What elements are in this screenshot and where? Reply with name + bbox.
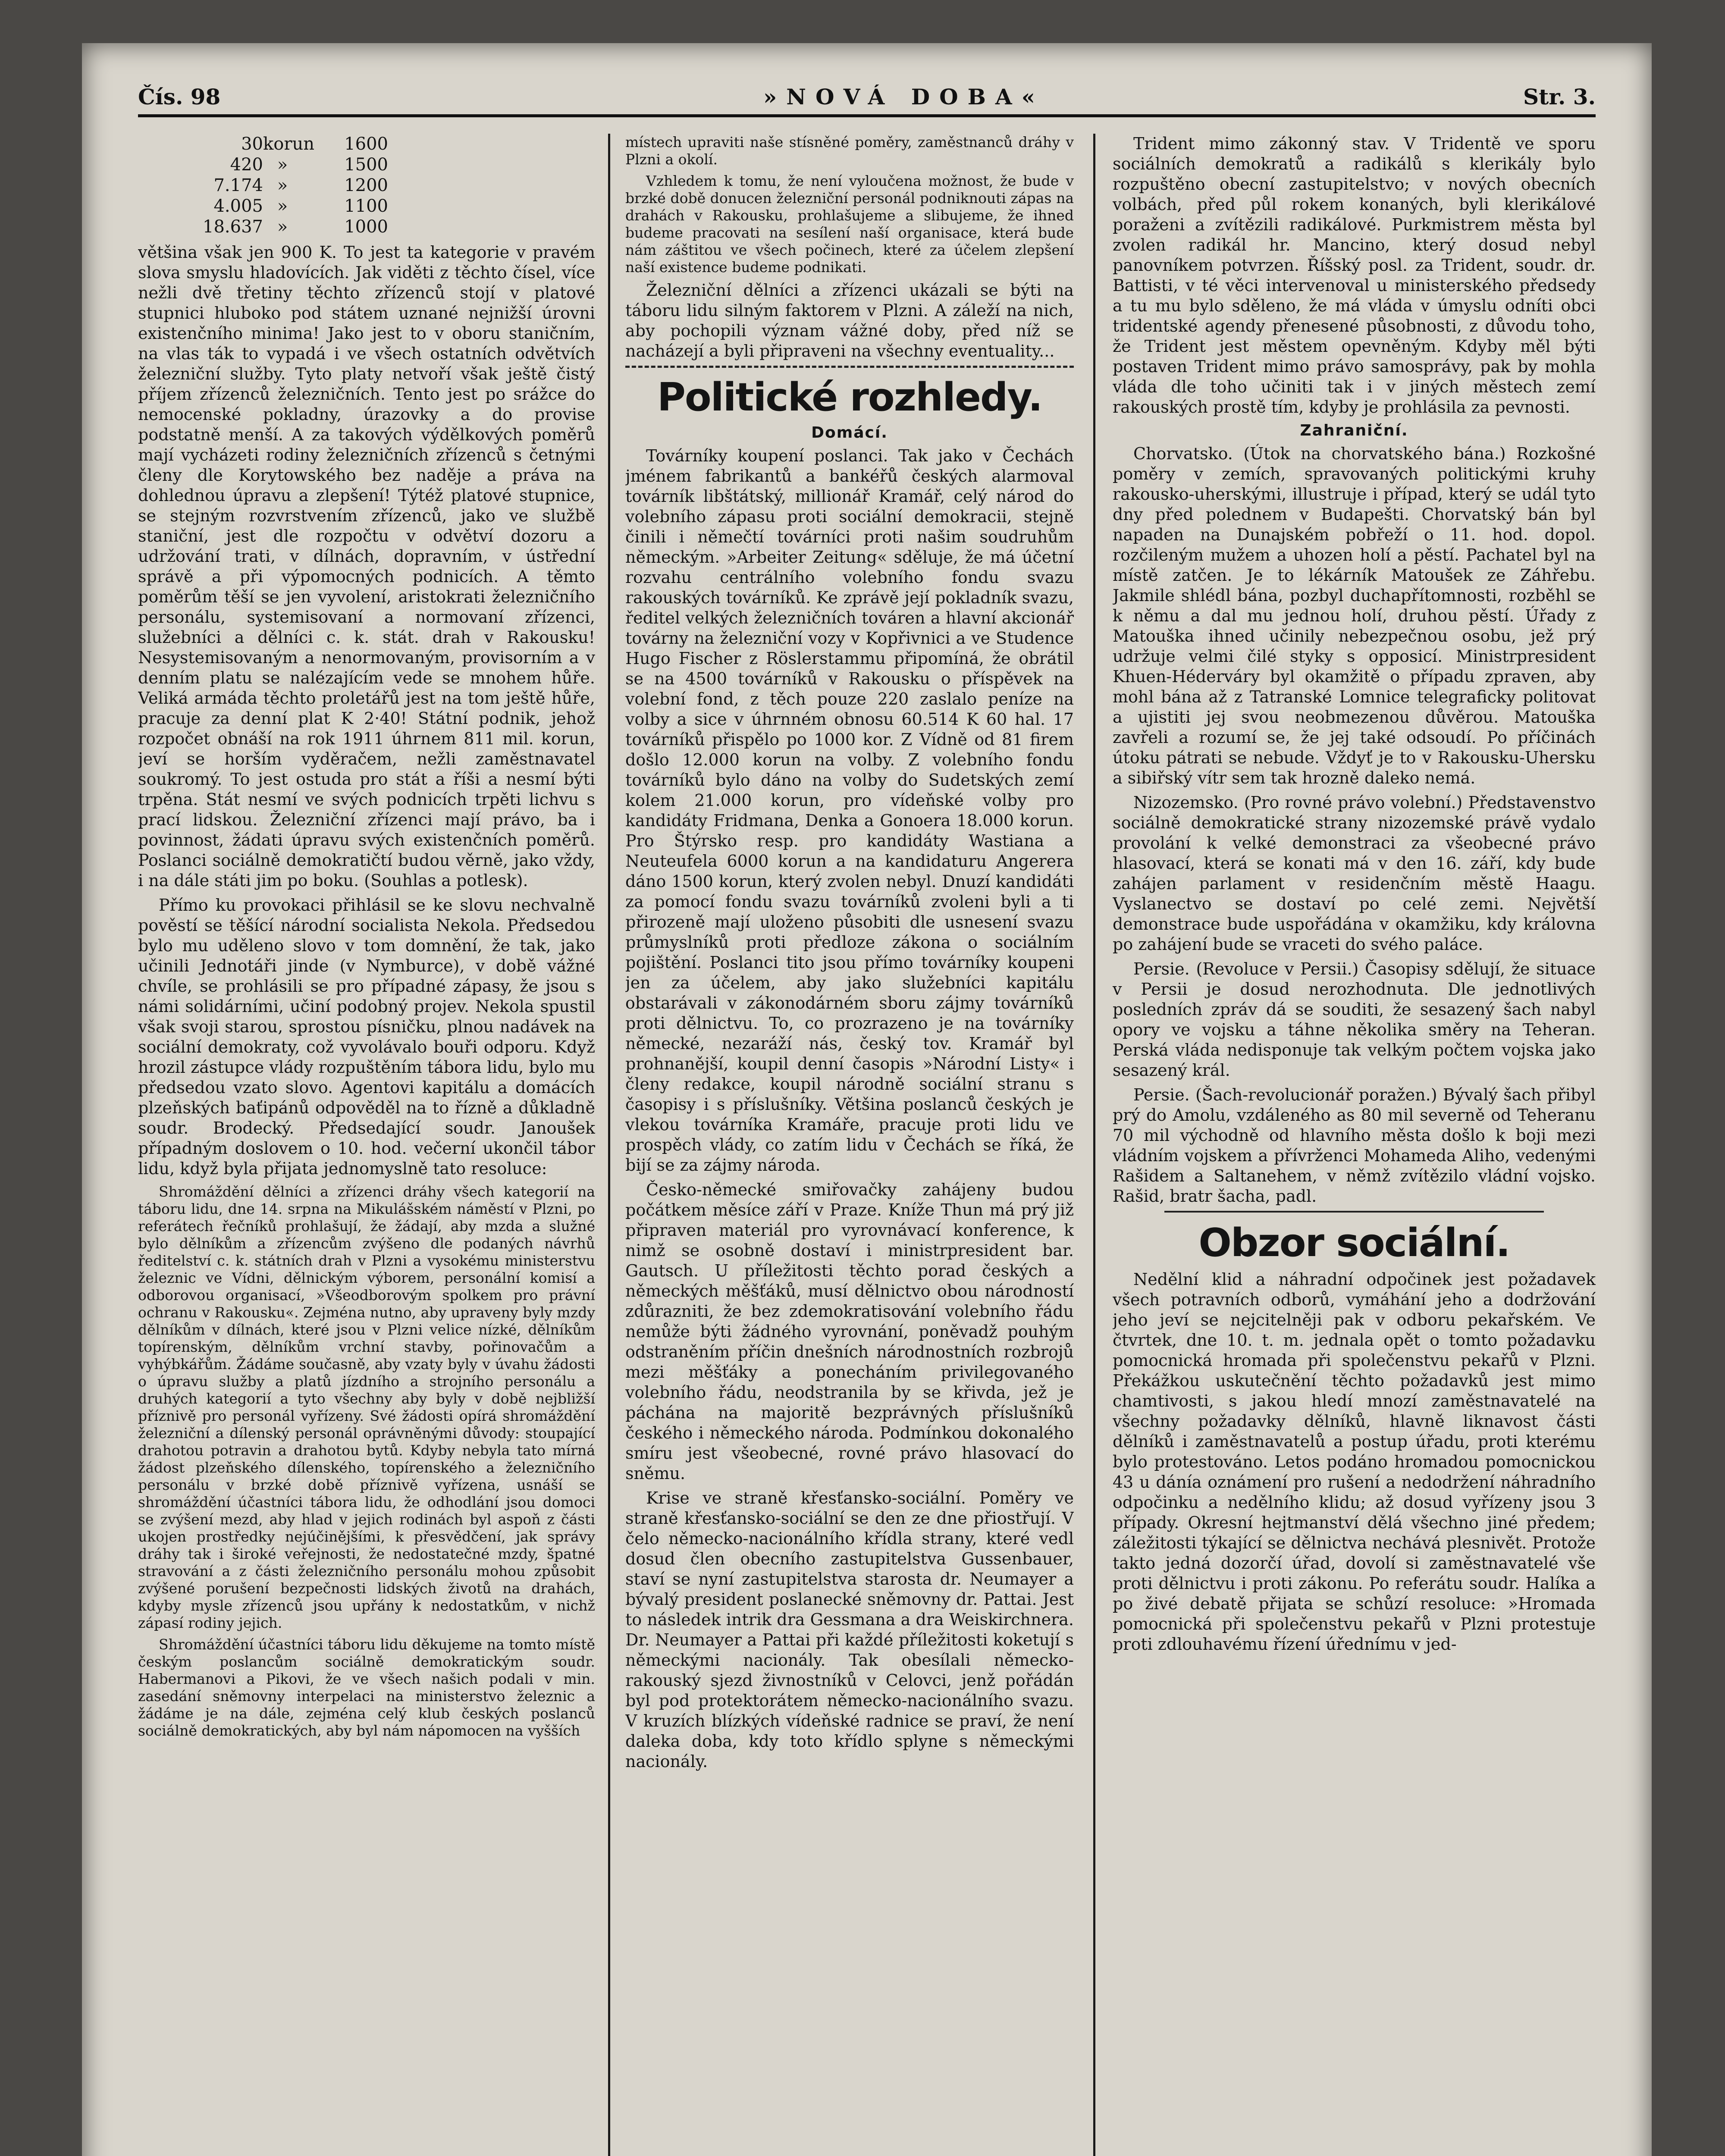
salary-value: 1000: [344, 217, 388, 237]
salary-row: [164, 216, 595, 237]
salary-count: 420: [230, 155, 263, 175]
salary-count: 7.174: [213, 175, 263, 195]
subsection-heading: Zahraniční.: [1300, 422, 1408, 439]
salary-unit: »: [277, 175, 288, 195]
section-heading: Politické rozhledy.: [657, 375, 1042, 420]
newspaper-title: »NOVÁ DOBA«: [763, 84, 1044, 110]
salary-count: 30: [241, 134, 263, 154]
salary-table: [164, 134, 595, 237]
resolution-paragraph: místech upraviti naše stísněné poměry, zaměstnanců dráhy v Plzni a okolí.: [625, 134, 1074, 168]
article-paragraph: Česko-německé smiřovačky zahájeny budou počátkem měsíce září v Praze. Kníže Thun má prý již připraven materiál pro vyrovnávací konference, k nimž se osobně dostaví i ministrpresident bar. Gautsch. U příležitosti těchto porad českých a německých měšťáků, musí dělnictvo obou národností zdůrazniti, že bez zdemokratisování volebního řádu nemůže býti žádného vyrovnání, poněvadž pouhým odstraněním příčin dnešních národnostních rozbrojů mezi měšťáky a ponecháním privilegovaného volebního řádu, neodstranila by se křivda, jež je páchána na majoritě bezprávných příslušníků českého i německého národa. Podmínkou dokonalého smíru jest všeobecné, rovné právo hlasovací do sněmu.: [625, 1180, 1074, 1483]
salary-row: [164, 134, 595, 154]
article-paragraph: Železniční dělníci a zřízenci ukázali se býti na táboru lidu silným faktorem v Plzni. A záleží na nich, aby pochopili význam vážné doby, před níž se nacházejí a byli připraveni na všechny eventuality...: [625, 281, 1074, 360]
section-heading: Obzor sociální.: [1198, 1220, 1510, 1266]
article-paragraph: Nizozemsko. (Pro rovné právo volební.) Představenstvo sociálně demokratické strany nizozemské právě vydalo provolání k velké demonstraci za všeobecné právo hlasovací, která se konati má v den 16. září, kdy bude zahájen parlament v residenčním městě Haagu. Vyslanectvo se dostaví po celé zemi. Největší demonstrace bude uspořádána v okamžiku, kdy královna po zahájení bude se vraceti do svého paláce.: [1113, 793, 1596, 954]
salary-unit: »: [277, 196, 288, 216]
section-divider: [1164, 1211, 1544, 1213]
salary-value: 1600: [344, 134, 388, 154]
article-paragraph: Trident mimo zákonný stav. V Tridentě ve sporu sociálních demokratů a radikálů s klerikály bylo rozpuštěno obecní zastupitelstvo; v nových obecních volbách, před půl rokem konaných, byli klerikálové poraženi a zvítězili radikálové. Purkmistrem města byl zvolen radikál hr. Mancino, který dosud nebyl panovníkem potvrzen. Říšský posl. za Trident, soudr. dr. Battisti, v té věci intervenoval u ministerského předsedy a tu mu bylo sděleno, že má vláda v úmyslu odníti obci tridentské agendy přenesené působnosti, z důvodu toho, že Trident jest městem opevněným. Kdyby měl býti postaven Trident mimo právo samosprávy, pak by mohla vláda dle toho učiniti tak i v jiných městech zemí rakouských prostě tím, kdyby je prohlásila za pevnosti.: [1113, 134, 1596, 417]
resolution-paragraph: Shromáždění účastníci táboru lidu děkujeme na tomto místě českým poslancům sociálně demokratickým soudr. Habermanovi a Pikovi, že ve všech našich podali v min. zasedání sněmovny interpelaci na ministerstvo železnic a žádáme je na dále, zejména celý klub českých poslanců sociálně demokratických, aby byl nám nápomocen na vyšších: [138, 1636, 595, 1739]
subsection-heading: Domácí.: [811, 424, 888, 442]
salary-unit: »: [277, 155, 288, 175]
issue-number: Čís. 98: [138, 84, 221, 110]
column-2: [625, 134, 1074, 2156]
salary-value: 1100: [344, 196, 388, 216]
newspaper-page: [82, 43, 1652, 2156]
article-paragraph: Chorvatsko. (Útok na chorvatského bána.) Rozkošné poměry v zemích, spravovaných politickými kruhy rakousko-uherskými, illustruje i případ, který se udál tyto dny před polednem v Budapešti. Chorvatský bán byl napaden na Dunajském pobřeží o 11. hod. dopol. rozčileným mužem a uhozen holí a pěstí. Pachatel byl na místě zatčen. Je to lékárník Matoušek ze Záhřebu. Jakmile shlédl bána, pozbyl duchapřítomnosti, rozběhl se k němu a dal mu jednou holí, druhou pěstí. Úřady z Matouška ihned učinily nebezpečnou osobu, jež prý udržuje velmi čilé styky s opposicí. Ministrpresident Khuen-Héderváry byl okamžitě o případu zpraven, aby mohl bána až z Tatranské Lomnice telegraficky politovat a ujistiti jej svou neobmezenou důvěrou. Matouška zavřeli a rozumí se, že jej také odsoudí. Po příčinách útoku pátrati se nebude. Vždyť je to v Rakousku-Uhersku a sibiřský vítr sem tak hrozně daleko nemá.: [1113, 444, 1596, 787]
column-rule: [608, 134, 610, 2156]
salary-unit: »: [277, 217, 288, 237]
article-paragraph: většina však jen 900 K. To jest ta kategorie v pravém slova smyslu hladovících. Jak viděti z těchto čísel, více nežli dvě třetiny těchto zřízenců stojí v platové stupnici hluboko pod státem uznané nejnižší úrovni existenčního minima! Jako jest to v oboru staničním, na vlas ták to vypadá i ve všech ostatních odvětvích železniční služby. Tyto platy netvoří však ještě čistý příjem zřízenců železničních. Tento jest po srážce do nemocenské pokladny, úrazovky a do provise podstatně menší. A za takových výdělkových poměrů mají vycházeti rodiny železničních zřízenců s četnými členy dle Korytowského bez naděje a práva na dohlednou úpravu a zlepšení! Týtéž platové stupnice, se stejným rozvrstvením zřízenců, jako ve službě staniční, jest dle rozpočtu v odvětví dozoru a udržování trati, v dílnách, dopravním, v ústřední správě a při výpomocných podnicích. A těmto poměrům těší se jen vyvolení, aristokrati železničního personálu, systemisovaní a normovaní zřízenci, služebníci a dělníci c. k. stát. drah v Rakousku! Nesystemisovaným a nenormovaným, provisorním a v denním platu se nalézajícím vede se mnohem hůře. Veliká armáda těchto proletářů jest na tom ještě hůře, pracuje za denní plat K 2·40! Státní podnik, jehož rozpočet obnáší na rok 1911 úhrnem 811 mil. korun, jeví se horším vyděračem, nežli zaměstnavatel soukromý. To jest ostuda pro stát a říši a nesmí býti trpěna. Stát nesmí ve svých podnicích trpěti lichvu s prací lidskou. Železniční zřízenci mají právo, ba i povinnost, žádati úpravu svých existenčních poměrů. Poslanci sociálně demokratičtí budou věrně, jako vždy, i na dále státi jim po boku. (Souhlas a potlesk).: [138, 243, 595, 890]
article-paragraph: Továrníky koupení poslanci. Tak jako v Čechách jménem fabrikantů a bankéřů českých alarmoval továrník libštátský, millionář Kramář, celý národ do volebního zápasu proti sociální demokracii, stejně činili i němečtí továrníci proti našim soudruhům německým. »Arbeiter Zeitung« sděluje, že má účetní rozvahu centrálního volebního fondu svazu rakouských továrníků. Ke zprávě její pokladník svazu, ředitel velkých železničních továren a hlavní akcionář továrny na železniční vozy v Kopřivnici a ve Studence Hugo Fischer z Röslerstammu připomíná, že obrátil se na 4500 továrníků v Rakousku o příspěvek na volební fond, z těch pouze 220 zaslalo peníze na volby a sice v úhrnném obnosu 60.514 K 60 hal. 17 továrníků přispělo po 1000 kor. Z Vídně od 81 firem došlo 12.000 korun na volby. Z volebního fondu továrníků bylo dáno na volby do Sudetských zemí kolem 21.000 korun, pro vídeňské volby pro kandidáty Fridmana, Denka a Gonoera 18.000 korun. Pro Štýrsko resp. pro kandidáty Wastiana a Neuteufela 6000 korun a na kandidaturu Angerera dáno 1500 korun, který zvolen nebyl. Dnuzí kandidáti za pomocí fondu svazu továrníků zvoleni byli a ti přirozeně mají uloženo působiti dle usnesení svazu průmyslníků proti předloze zákona o sociálním pojištění. Poslanci tito jsou přímo továrníky koupeni jen za účelem, aby jako služebníci kapitálu obstarávali v zákonodárném sboru zájmy továrníků proti dělnictvu. To, co prozrazeno je na továrníky německé, nezaráží nás, český tov. Kramář byl prohnanější, koupil denní časopis »Národní Listy« i členy redakce, koupil národně sociální stranu s časopisy i s příslušníky. Většina poslanců českých je vlekou továrníka Kramáře, pracuje proti lidu ve prospěch vlády, co zatím lidu v Čechách se říká, že bijí se za zájmy národa.: [625, 446, 1074, 1175]
salary-unit: korun: [263, 134, 314, 154]
column-rule: [1093, 134, 1095, 2156]
running-header: [138, 84, 1596, 117]
column-3: [1113, 134, 1596, 2156]
resolution-paragraph: Vzhledem k tomu, že není vyloučena možnost, že bude v brzké době donucen železniční personál podniknouti zápas na drahách v Rakousku, prohlašujeme a slibujeme, že ihned budeme pracovati na sesílení naší organisace, která bude nám záštitou ve všech počinech, které za účelem zlepšení naší existence budeme podnikati.: [625, 172, 1074, 276]
article-paragraph: Persie. (Šach-revolucionář poražen.) Bývalý šach přibyl prý do Amolu, vzdáleného as 80 mil severně od Teheranu 70 mil východně od hlavního města došlo k boji mezi vládním vojskem a přívrženci Mohameda Aliho, vedenými Rašidem a Saltanehem, v němž zvítězilo vládní vojsko. Rašid, bratr šacha, padl.: [1113, 1085, 1596, 1206]
salary-count: 4.005: [213, 196, 263, 216]
article-paragraph: Persie. (Revoluce v Persii.) Časopisy sdělují, že situace v Persii je dosud nerozhodnuta. Dle jednotlivých posledních zpráv dá se souditi, že sesazený šach nabyl opory ve vojsku a táhne několika směry na Teheran. Perská vláda nedisponuje tak velkým počtem vojska jako sesazený král.: [1113, 959, 1596, 1080]
article-paragraph: Nedělní klid a náhradní odpočinek jest požadavek všech potravních odborů, vymáhání jeho a dodržování jeho jeví se nejcitelněji pak v odboru pekařském. Ve čtvrtek, dne 10. t. m. jednala opět o tomto požadavku pomocnická hromada při společenstvu pekařů v Plzni. Překážkou uskutečnění těchto požadavků jest mimo chamtivosti, s jakou hledí mnozí zaměstnavatelé na všechny požadavky dělníků, hlavně liknavost části dělníků i zaměstnavatelů a postup úřadu, proti kterému bylo protestováno. Letos podáno hromadou pomocnickou 43 u dánía oznámení pro rušení a nedodržení náhradního odpočinku a nedělního klidu; až dosud vyřízeny jsou 3 případy. Okresní hejtmanství dělá všechno jiné předem; záležitosti týkající se dělnictva nechává plesnivět. Protože takto jedná dozorčí úřad, dovolí si zaměstnavatelé vše proti dělnictvu i proti zákonu. Po referátu soudr. Halíka a po živé debatě přijata se schůzí resoluce: »Hromada pomocnická při společenstvu pekařů v Plzni protestuje proti zdlouhavému řízení úřednímu v jed-: [1113, 1270, 1596, 1654]
article-paragraph: Přímo ku provokaci přihlásil se ke slovu nechvalně pověstí se těšící národní socialista Nekola. Předsedou bylo mu uděleno slovo v tom domnění, že tak, jako učinili Jednotáři jinde (v Nymburce), v době vážné chvíle, se prohlásili se pro případné zápasy, že jsou s námi solidárními, učiní podobný projev. Nekola spustil však svoji starou, sprostou písničku, plnou nadávek na sociální demokraty, což vyvolávalo bouři odporu. Když hrozil zástupce vlády rozpuštěním tábora lidu, bylo mu předsedou vzato slovo. Agentovi kapitálu a domácích plzeňských baťipánů odpověděl na to řízně a důkladně soudr. Brodecký. Předsedající soudr. Janoušek případným doslovem o 10. hod. večerní ukončil tábor lidu, když byla přijata jednomyslně tato resoluce:: [138, 896, 595, 1178]
resolution-paragraph: Shromáždění dělníci a zřízenci dráhy všech kategorií na táboru lidu, dne 14. srpna na Mikulášském náměstí v Plzni, po referátech řečníků prohlašují, že žádají, aby mzda a služné bylo dělníkům a zřízencům zvýšeno dle podaných návrhů ředitelství c. k. státních drah v Plzni a vysokému ministerstvu železnic ve Vídni, dělnickým výborem, personální komisí a odborovou organisací, »Všeodborovým spolkem pro právní ochranu v Rakousku«. Zejména nutno, aby upraveny byly mzdy dělníkům v dílnách, které jsou v Plzni velice nízké, dělníkům topírenským, dělníkům vrchní stavby, pořinovačům a vyhýbkářům. Žádáme současně, aby vzaty byly v úvahu žádosti o úpravu služby a platů jízdního a strojního personálu a druhých kategorií a tyto všechny aby byly v době nejbližší příznivě pro personál vyřízeny. Své žádosti opírá shromáždění železniční a dílenský personál oprávněnými důvody: stoupající drahotou potravin a drahotou bytů. Kdyby nebyla tato mírná žádost plzeňského dílenského, topírenského a železničního personálu v brzké době příznivě vyřízena, usnáší se shromáždění účastníci tábora lidu, že odhodlání jsou domoci se zvýšení mezd, aby hlad v jejich rodinách byl aspoň z části ukojen prostředky nejúčinějšími, k přesvědčení, jak správy dráhy tak i široké veřejnosti, že nedostatečné mzdy, špatné stravování a z části železničního personálu mohou způsobit zvýšené porušení bezpečnosti lidských životů na drahách, kdyby mysle zřízenců jsou upřány k nedostatkům, v nichž zápasí rodiny jejich.: [138, 1183, 595, 1631]
section-divider: [625, 366, 1074, 368]
column-1: [138, 134, 595, 2156]
salary-value: 1200: [344, 175, 388, 195]
salary-row: [164, 175, 595, 196]
salary-row: [164, 154, 595, 175]
article-paragraph: Krise ve straně křesťansko-sociální. Poměry ve straně křesťansko-sociální se den ze dne přiostřují. V čelo německo-nacionálního křídla strany, které vedl dosud člen obecního zastupitelstva Gussenbauer, staví se nyní zastupitelstva starosta dr. Neumayer a bývalý president poslanecké sněmovny dr. Pattai. Jest to následek intrik dra Gessmana a dra Weiskirchnera. Dr. Neumayer a Pattai při každé příležitosti koketují s německými nacionály. Tak obesílali německo-rakouský sjezd živnostníků v Celovci, jenž pořádán byl pod protektorátem německo-nacionálního svazu. V kruzích blízkých vídeňské radnice se praví, že není daleka doba, kdy toto křídlo splyne s německými nacionály.: [625, 1489, 1074, 1771]
salary-row: [164, 196, 595, 216]
salary-count: 18.637: [203, 217, 263, 237]
page-number: Str. 3.: [1523, 84, 1596, 110]
salary-value: 1500: [344, 155, 388, 175]
